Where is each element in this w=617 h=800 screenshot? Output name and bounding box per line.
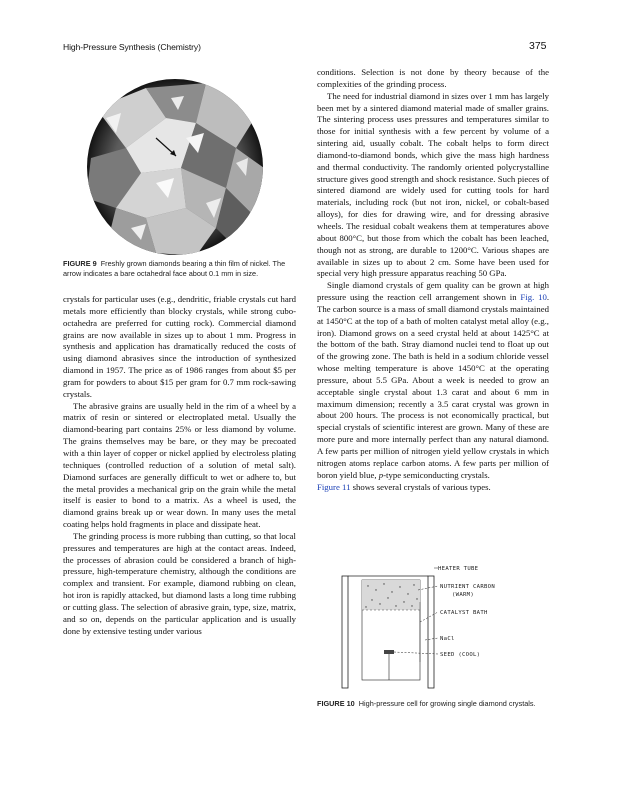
label-heater-tube: HEATER TUBE xyxy=(438,566,479,572)
high-pressure-cell-diagram xyxy=(338,562,538,690)
figure-10-caption xyxy=(317,699,549,709)
page-number: 375 xyxy=(529,40,547,52)
label-nacl: NaCl xyxy=(440,636,455,642)
seed-crystal xyxy=(384,650,394,654)
figure-9-caption xyxy=(63,259,301,279)
right-paragraph-2: The need for industrial diamond in sizes over 1 mm has largely been met by a sintered diamond material made of smaller grains. The sintering process uses pressures and temperatures similar to those for initial synthesis with a few percent by volume of a sintering aid, usually cobalt. The cobalt helps to form direct diamond-to-diamond bonds, which give the mass high hardness and thermal conductivity. The randomly oriented polycrystalline structure gives good strength and shock resistance. Such pieces of sintered diamond are widely used for cutting tools for hard materials, including rock (but not iron, nickel, or cobalt-based alloys), for dies for drawing wire, and for dressing abrasive wheels. The residual cobalt weakens them at temperatures above about 800°C, but those from which the cobalt has been leached, though not as strong, are durable to 1200°C. Various shapes are available in sizes up to about 2 cm. Some have been used for special very high pressure apparatus reaching 50 GPa. xyxy=(317,90,549,279)
heater-wall-left xyxy=(342,576,348,688)
figure-9-label: FIGURE 9 xyxy=(63,259,97,268)
right-paragraph-1: conditions. Selection is not done by theory because of the complexities of the grinding process. xyxy=(317,67,549,89)
right-paragraph-3-before: Single diamond crystals of gem quality can be grown at high pressure using the reaction cell arrangement shown in xyxy=(317,280,549,303)
right-paragraph-3-end: -type semiconducting crystals. xyxy=(383,469,490,480)
left-paragraph-1: crystals for particular uses (e.g., dendritic, friable crystals cut hard metals more efficiently than blocky crystals, while strong cubo-octahedra are preferred for cutting rock). Commercial diamond grains are now available in sizes up to about 1 mm. Progress in synthesis and application has dramatically reduced the costs of using diamond abrasives since the introduction of synthesized diamond in 1957. The price as of 1986 ranges from about $5 per gram for powders to about $15 per gram for 0.7 mm rock-sawing crystals. xyxy=(63,294,296,399)
left-column xyxy=(63,294,296,637)
right-paragraph-3 xyxy=(317,280,549,481)
left-paragraph-2: The abrasive grains are usually held in the rim of a wheel by a matrix of resin or sintered or electroplated metal. Usually the diamond-bearing part contains 25% or less diamond by volume. The grains themselves may be bare, or they may be precoated with a thin layer of copper or nickel applied by electroless plating techniques (controlled reduction of a solution of metal salt). Diamond surfaces are generally difficult to wet or adhere to, but the metal provides a mechanical grip on the grain while the metal itself is easier to bond to a matrix. As a wheel is used, the diamond grains break up or wear down. In many uses the metal coating helps hold fragments in place and dissipate heat. xyxy=(63,400,296,530)
right-paragraph-4 xyxy=(317,482,549,494)
label-seed-cool: SEED (COOL) xyxy=(440,652,481,658)
figure-10-label: FIGURE 10 xyxy=(317,699,355,708)
diamond-micrograph xyxy=(86,78,264,256)
label-nutrient-warm: (WARM) xyxy=(452,592,475,598)
nutrient-carbon-region xyxy=(362,580,420,610)
figure-11-link[interactable]: Figure 11 xyxy=(317,481,351,492)
figure-10-link[interactable]: Fig. 10 xyxy=(520,292,547,303)
figure-9-caption-text: Freshly grown diamonds bearing a thin film of nickel. The arrow indicates a bare octahedral face about 0.1 mm in size. xyxy=(63,259,286,278)
label-nutrient-carbon: NUTRIENT CARBON xyxy=(440,584,496,590)
right-paragraph-4-text: shows several crystals of various types. xyxy=(350,481,491,492)
figure-10-caption-text: High-pressure cell for growing single diamond crystals. xyxy=(358,699,536,708)
label-catalyst-bath: CATALYST BATH xyxy=(440,610,488,616)
right-paragraph-3-after: . The carbon source is a mass of small diamond crystals maintained at 1450°C at the top of a bath of molten catalyst metal alloy (e.g., iron). Diamond grows on a seed crystal held at about 1425°C at the bottom of the bath. Stray diamond nuclei tend to float up out of the growing zone. The bath is held in a sodium chloride vessel whose melting temperature is above 1450°C at the operating pressure, about 5.5 GPa. About a week is needed to grow an acceptable single crystal about 1.3 carat and about 6 mm in maximum dimension; recently a 3.5 carat crystal was grown in about 200 hours. The process is not economically practical, but special crystals of scientific interest are grown. Many of these are more pure and more internally perfect than any natural diamond. A few parts per million of nitrogen yield yellow crystals in which nitrogen atoms replace carbon atoms. A few parts per million of boron yield blue, xyxy=(317,292,550,480)
p-type-italic: p xyxy=(378,469,384,480)
running-title: High-Pressure Synthesis (Chemistry) xyxy=(63,42,201,52)
left-paragraph-3: The grinding process is more rubbing than cutting, so that local pressures and temperatures are high at the contact areas. Indeed, the processes of abrasion could be considered a branch of high-pressure, high-temperature chemistry, although the conditions are complex and transient. For example, diamond rubbing on clean, hot iron is rapidly attacked, but diamond lasts a long time rubbing or cutting glass. The selection of abrasive grain, type, size, matrix, and so on, depends on the particular application and is usually done by extensive testing under various xyxy=(63,530,296,636)
right-column xyxy=(317,67,549,493)
heater-wall-right xyxy=(428,576,434,688)
